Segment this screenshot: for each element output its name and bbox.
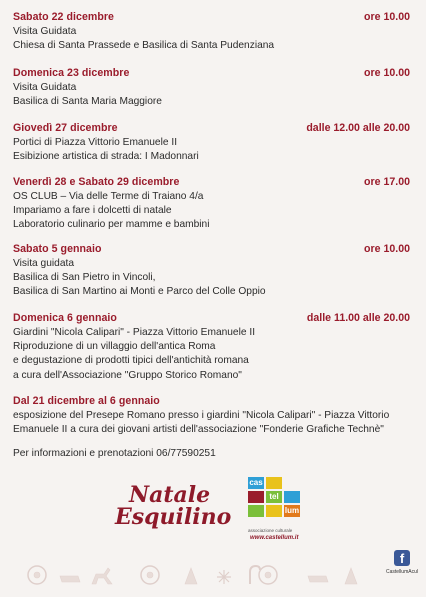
event-date: Dal 21 dicembre al 6 gennaio [13, 395, 160, 407]
event-time: dalle 11.00 alle 20.00 [306, 312, 410, 324]
event-line: Emanuele II a cura dei giovani artisti dell'associazione "Fonderie Grafiche Technè" [13, 424, 384, 436]
ornament-icon [28, 566, 46, 584]
event-item [13, 312, 413, 383]
event-line: Visita Guidata [13, 26, 77, 37]
event-line: Basilica di San Pietro in Vincoli, [13, 272, 156, 284]
castellum-link[interactable]: www.castellum.it [250, 535, 299, 541]
snowflake-icon [217, 570, 231, 584]
event-header [13, 395, 413, 409]
natale-esquilino-logo [115, 480, 235, 536]
event-item [13, 122, 413, 164]
facebook-label[interactable]: CastellumAcul [386, 569, 418, 575]
event-line: Esibizione artistica di strada: I Madonnari [13, 151, 199, 163]
event-line: Portici di Piazza Vittorio Emanuele II [13, 137, 178, 148]
event-line: esposizione del Presepe Romano presso i giardini "Nicola Calipari" - Piazza Vittorio [13, 410, 390, 421]
event-line: e degustazione di prodotti tipici dell'antichità romana [13, 355, 249, 367]
event-line: Riproduzione di un villaggio dell'antica Roma [13, 341, 216, 353]
event-item [13, 67, 413, 109]
logo-line2: Esquilino [115, 504, 232, 530]
event-line: Giardini "Nicola Calipari" - Piazza Vittorio Emanuele II [13, 327, 256, 338]
event-item [13, 176, 413, 233]
event-header [13, 122, 413, 136]
event-date: Sabato 22 dicembre [13, 11, 114, 23]
logo-line1: Natale [129, 482, 211, 508]
event-line: Visita guidata [13, 258, 74, 269]
facebook-icon[interactable]: f [394, 550, 410, 566]
event-item [13, 243, 413, 300]
ornament-icon [259, 566, 277, 584]
castellum-subtitle: associazione culturale [248, 528, 293, 533]
event-date: Venerdì 28 e Sabato 29 dicembre [13, 176, 180, 188]
logo-tile-deco [248, 491, 264, 503]
event-header [13, 312, 413, 326]
logo-tile: cas [249, 478, 263, 487]
event-header [13, 67, 413, 81]
event-time: ore 10.00 [364, 243, 410, 255]
logo-tile-deco [248, 505, 264, 517]
event-line: Laboratorio culinario per mamme e bambini [13, 219, 210, 231]
event-time: ore 17.00 [364, 176, 410, 188]
event-header [13, 176, 413, 190]
event-time: dalle 12.00 alle 20.00 [306, 122, 410, 134]
event-header [13, 11, 413, 25]
christmas-decoration-border [0, 540, 426, 597]
logo-tile: lum [284, 506, 300, 515]
event-line: Visita Guidata [13, 82, 77, 93]
event-date: Domenica 23 dicembre [13, 67, 130, 79]
event-line: Basilica di San Martino ai Monti e Parco del Colle Oppio [13, 286, 266, 298]
logo-tile-deco [266, 477, 282, 489]
event-time: ore 10.00 [364, 11, 410, 23]
event-line: Chiesa di Santa Prassede e Basilica di Santa Pudenziana [13, 40, 275, 52]
event-line: OS CLUB – Via delle Terme di Traiano 4/a [13, 191, 204, 202]
reindeer-icon [92, 568, 112, 584]
contact-info: Per informazioni e prenotazioni 06/77590251 [13, 448, 216, 459]
event-header [13, 243, 413, 257]
ornament-icon [141, 566, 159, 584]
logo-tile: tel [266, 491, 282, 503]
event-line: Basilica di Santa Maria Maggiore [13, 96, 162, 108]
event-date: Domenica 6 gennaio [13, 312, 117, 324]
event-line: a cura dell'Associazione "Gruppo Storico Romano" [13, 369, 242, 381]
logo-tile-deco [266, 505, 282, 517]
event-time: ore 10.00 [364, 67, 410, 79]
event-date: Giovedì 27 dicembre [13, 122, 118, 134]
event-item [13, 11, 413, 53]
event-item [13, 395, 413, 437]
logo-tile-deco [284, 491, 300, 503]
event-date: Sabato 5 gennaio [13, 243, 102, 255]
event-line: Impariamo a fare i dolcetti di natale [13, 205, 172, 217]
